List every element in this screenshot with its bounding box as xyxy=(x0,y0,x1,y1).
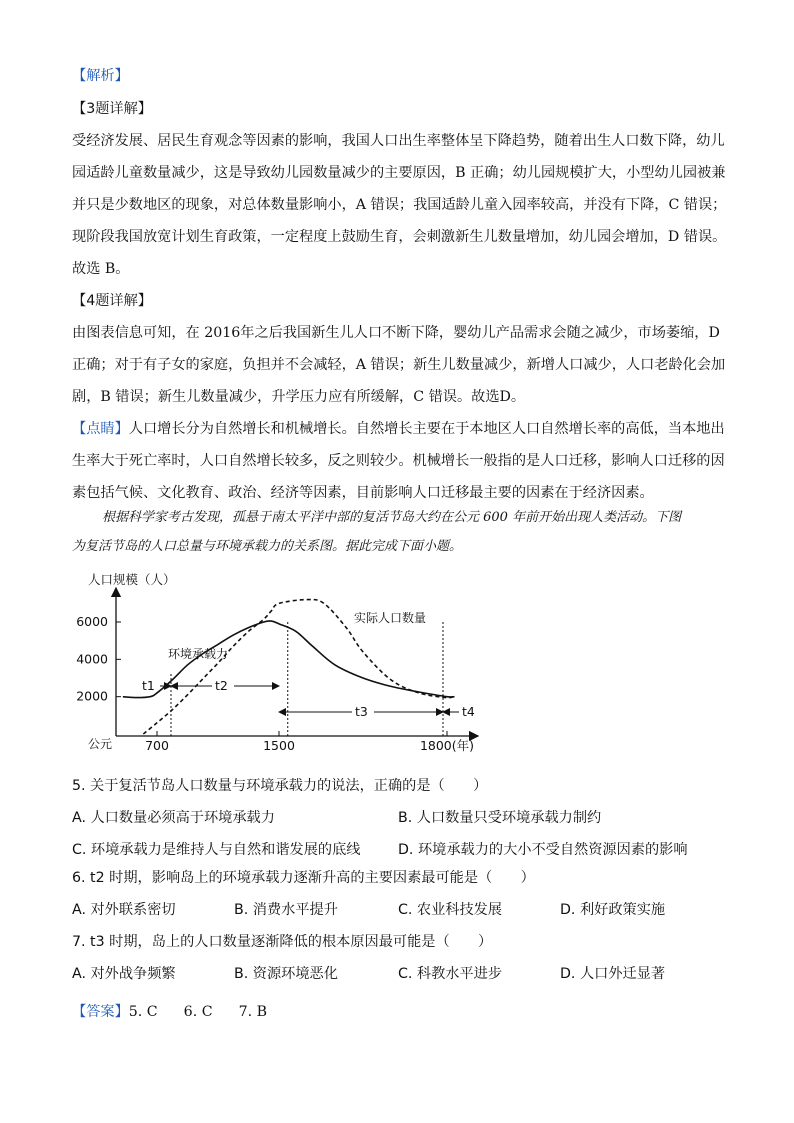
x-origin-label: 公元 xyxy=(88,737,113,751)
q3-text-line: 故选 B。 xyxy=(72,261,130,277)
answer-tag: 【答案】 xyxy=(72,1004,129,1020)
y-tick-label: 2000 xyxy=(76,688,108,704)
question-7-option-c[interactable]: C. 科教水平进步 xyxy=(398,966,503,982)
answer-item: 5. C xyxy=(128,1004,158,1020)
y-tick-label: 4000 xyxy=(76,651,108,667)
q3-text-line: 并只是少数地区的现象，对总体数量影响小，A 错误；我国适龄儿童入园率较高，并没有下降，C 错误； xyxy=(72,197,727,213)
period-label-t1: t1 xyxy=(142,678,155,693)
analysis-heading: 【解析】 xyxy=(72,68,129,84)
question-5-option-a[interactable]: A. 人口数量必须高于环境承载力 xyxy=(72,810,275,826)
tip-text-line: 素包括气候、文化教育、政治、经济等因素，目前影响人口迁移最主要的因素在于经济因素。 xyxy=(72,485,654,501)
tip-first-line xyxy=(72,419,725,439)
question-7-option-b[interactable]: B. 资源环境恶化 xyxy=(234,966,338,982)
question-6-option-a[interactable]: A. 对外联系密切 xyxy=(72,902,176,918)
intro-line: 为复活节岛的人口总量与环境承载力的关系图。据此完成下面小题。 xyxy=(72,539,463,554)
series-label-capacity: 环境承载力 xyxy=(168,647,229,661)
answer-item: 6. C xyxy=(183,1004,213,1020)
y-tick-label: 6000 xyxy=(76,614,108,629)
period-label-t2: t2 xyxy=(215,678,228,693)
q4-text-line: 由图表信息可知，在 2016年之后我国新生儿人口不断下降，婴幼儿产品需求会随之减少，市场萎缩，D xyxy=(72,325,720,341)
question-6-option-b[interactable]: B. 消费水平提升 xyxy=(234,902,338,918)
x-tick-label: 1800(年) xyxy=(419,738,475,753)
tip-tag: 【点睛】 xyxy=(72,421,129,437)
population-capacity-chart xyxy=(0,566,794,766)
q3-heading: 【3题详解】 xyxy=(72,101,152,117)
q4-text-line: 正确；对于有子女的家庭，负担并不会减轻，A 错误；新生儿数量减少，新增人口减少，人口老龄化会加 xyxy=(72,357,726,373)
question-7-option-d[interactable]: D. 人口外迁显著 xyxy=(560,966,666,982)
q4-text-line: 剧，B 错误；新生儿数量减少，升学压力应有所缓解，C 错误。故选D。 xyxy=(72,389,526,405)
intro-line: 根据科学家考古发现，孤悬于南太平洋中部的复活节岛大约在公元 600 年前开始出现人类活动。下图 xyxy=(102,510,682,525)
period-label-t4: t4 xyxy=(462,704,475,719)
answer-line xyxy=(72,1002,267,1022)
question-6-option-c[interactable]: C. 农业科技发展 xyxy=(398,902,503,918)
answer-item: 7. B xyxy=(238,1004,268,1020)
x-tick-label: 1500 xyxy=(263,738,295,753)
tip-text: 人口增长分为自然增长和机械增长。自然增长主要在于本地区人口自然增长率的高低，当本地出 xyxy=(128,421,725,437)
y-axis-label: 人口规模（人） xyxy=(88,572,176,587)
question-5-option-d[interactable]: D. 环境承载力的大小不受自然资源因素的影响 xyxy=(398,842,688,858)
question-5-option-b[interactable]: B. 人口数量只受环境承载力制约 xyxy=(398,810,602,826)
period-label-t3: t3 xyxy=(355,704,368,719)
question-6-stem: 6. t2 时期，影响岛上的环境承载力逐渐升高的主要因素最可能是（ ） xyxy=(72,870,535,886)
q4-heading: 【4题详解】 xyxy=(72,293,152,309)
x-tick-label: 700 xyxy=(145,738,169,753)
question-6-option-d[interactable]: D. 利好政策实施 xyxy=(560,902,666,918)
question-7-stem: 7. t3 时期，岛上的人口数量逐渐降低的根本原因最可能是（ ） xyxy=(72,934,493,950)
q3-text-line: 现阶段我国放宽计划生育政策，一定程度上鼓励生育，会刺激新生儿数量增加，幼儿园会增加，D 错误。 xyxy=(72,229,727,245)
question-5-stem: 5. 关于复活节岛人口数量与环境承载力的说法，正确的是（ ） xyxy=(72,778,488,794)
question-5-option-c[interactable]: C. 环境承载力是维持人与自然和谐发展的底线 xyxy=(72,842,361,858)
q3-text-line: 园适龄儿童数量减少，这是导致幼儿园数量减少的主要原因，B 正确；幼儿园规模扩大，小型幼儿园被兼 xyxy=(72,165,726,181)
question-7-option-a[interactable]: A. 对外战争频繁 xyxy=(72,966,176,982)
tip-text-line: 生率大于死亡率时，人口自然增长较多，反之则较少。机械增长一般指的是人口迁移，影响人口迁移的因 xyxy=(72,453,725,469)
series-label-population: 实际人口数量 xyxy=(354,611,427,625)
q3-text-line: 受经济发展、居民生育观念等因素的影响，我国人口出生率整体呈下降趋势，随着出生人口数下降，幼儿 xyxy=(72,133,725,149)
